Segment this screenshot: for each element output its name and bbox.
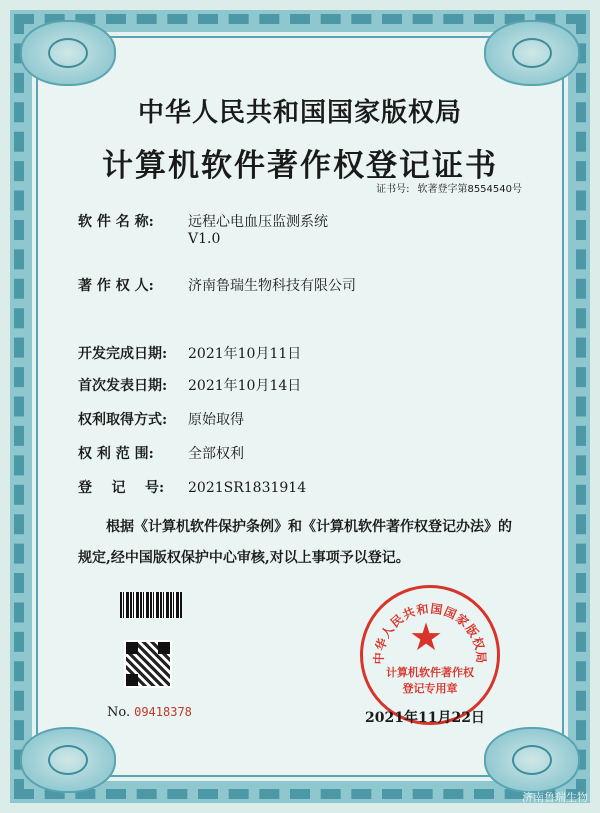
field-value: 2021年10月14日 [188, 378, 302, 394]
field-copyright-owner [78, 275, 356, 295]
field-rights-scope [78, 443, 244, 463]
watermark-text: 济南鲁瑞生物 [522, 791, 588, 804]
seal-text-line-2: 登记专用章 [402, 682, 458, 695]
svg-text:中华人民共和国国家版权局: 中华人民共和国国家版权局 [371, 601, 489, 665]
field-value: 全部权利 [188, 446, 244, 462]
statement-line-2: 规定,经中国版权保护中心审核,对以上事项予以登记。 [78, 550, 410, 566]
issue-date: 2021年11月22日 [365, 710, 485, 726]
field-value: 2021年10月11日 [188, 346, 302, 362]
serial-number [107, 705, 192, 720]
statement-text [78, 512, 538, 574]
field-label: 权 利 范 围: [78, 446, 154, 462]
field-label: 著 作 权 人: [78, 278, 154, 294]
field-label: 软 件 名 称: [78, 214, 154, 230]
statement-line-1: 根据《计算机软件保护条例》和《计算机软件著作权登记办法》的 [106, 519, 512, 535]
certificate-title: 计算机软件著作权登记证书 [102, 148, 498, 184]
field-value: 原始取得 [188, 412, 244, 428]
certificate-number-value: 软著登字第8554540号 [417, 184, 522, 195]
field-label: 登 记 号: [78, 480, 165, 496]
field-first-publish-date [78, 375, 301, 395]
certificate-number-label: 证书号: [376, 184, 410, 195]
field-value: 2021SR1831914 [188, 480, 307, 496]
field-label: 首次发表日期: [78, 378, 168, 394]
seal-text-line-1: 计算机软件著作权 [386, 666, 474, 679]
serial-value: 09418378 [134, 705, 192, 719]
field-value: 济南鲁瑞生物科技有限公司 [188, 278, 356, 294]
field-label: 权利取得方式: [78, 412, 168, 428]
qr-code [124, 640, 172, 688]
field-registration-no [78, 477, 306, 497]
field-dev-complete-date [78, 343, 301, 363]
field-value: 远程心电血压监测系统 [188, 214, 328, 230]
certificate-number [376, 180, 522, 195]
seal-star-icon: ★ [409, 615, 444, 659]
issuer-heading: 中华人民共和国国家版权局 [137, 98, 462, 128]
field-acquisition-method [78, 409, 244, 429]
field-software-name [78, 211, 328, 231]
software-version: V1.0 [188, 231, 221, 247]
serial-label: No. [107, 705, 131, 720]
field-label: 开发完成日期: [78, 346, 168, 362]
official-seal [360, 585, 500, 725]
barcode [120, 592, 182, 618]
